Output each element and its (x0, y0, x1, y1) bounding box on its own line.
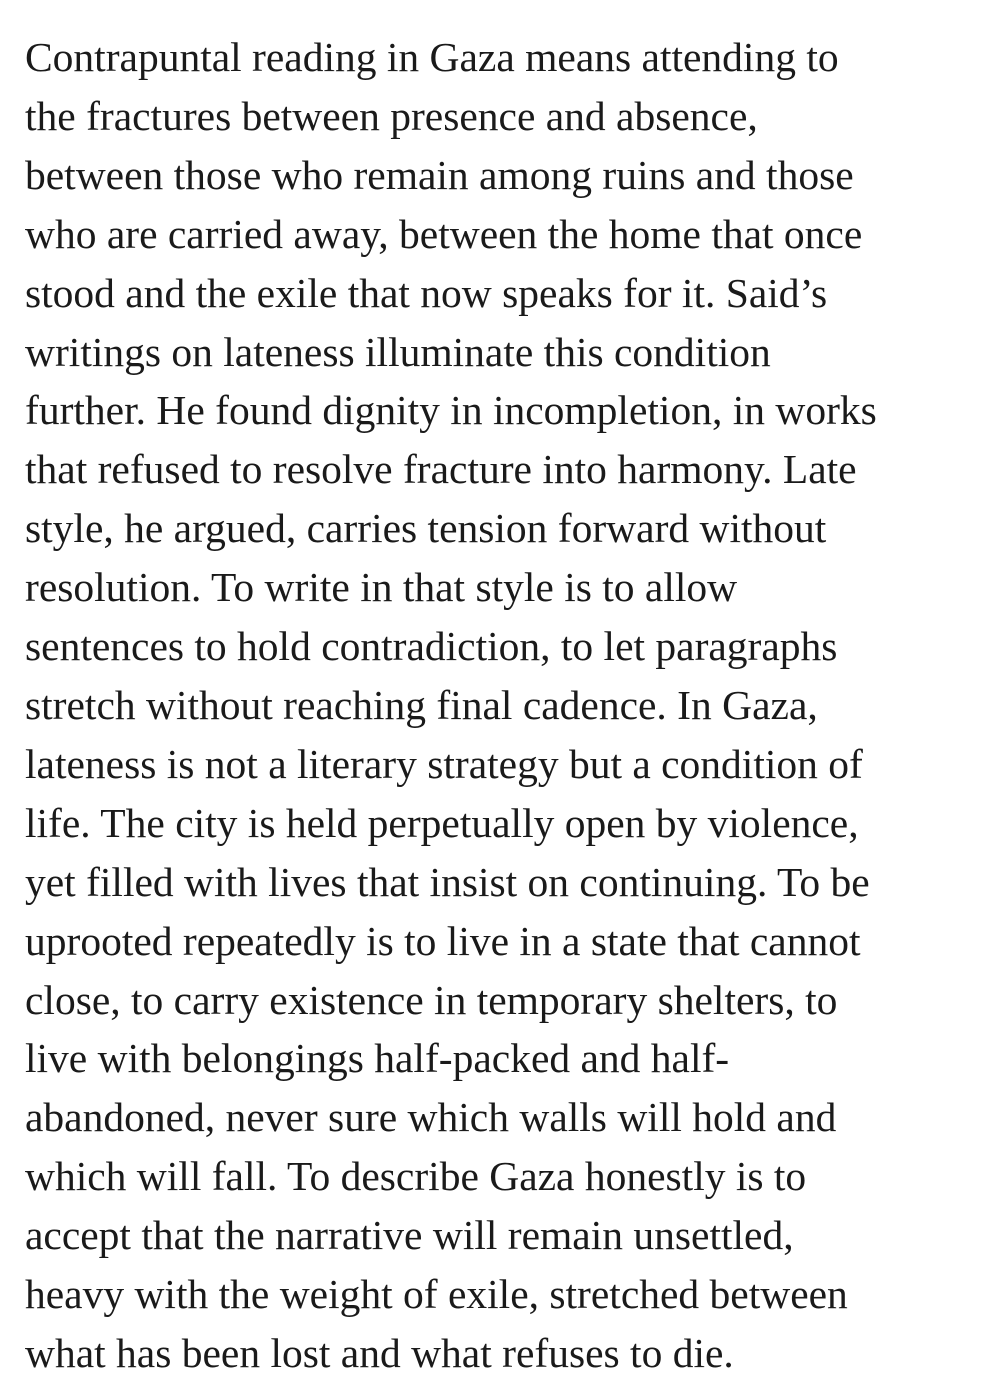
paragraph-line: stretch without reaching final cadence. In Gaza, (25, 681, 818, 728)
paragraph-line: what has been lost and what refuses to die. (25, 1329, 734, 1376)
paragraph-line: life. The city is held perpetually open by violence, (25, 799, 859, 846)
paragraph-line: uprooted repeatedly is to live in a state that cannot (25, 917, 861, 964)
paragraph-line: close, to carry existence in temporary shelters, to (25, 976, 838, 1023)
paragraph-line: yet filled with lives that insist on continuing. To be (25, 858, 870, 905)
article-paragraph (25, 28, 985, 1383)
paragraph-line: heavy with the weight of exile, stretched between (25, 1271, 848, 1318)
paragraph-line: abandoned, never sure which walls will hold and (25, 1094, 837, 1141)
paragraph-line: which will fall. To describe Gaza honestly is to (25, 1153, 807, 1200)
paragraph-line: who are carried away, between the home that once (25, 210, 863, 257)
paragraph-line: Contrapuntal reading in Gaza means attending to (25, 34, 839, 80)
paragraph-line: live with belongings half-packed and half- (25, 1035, 730, 1082)
paragraph-line: between those who remain among ruins and those (25, 151, 854, 198)
paragraph-line: style, he argued, carries tension forward without (25, 505, 827, 552)
paragraph-line: lateness is not a literary strategy but a condition of (25, 740, 863, 787)
paragraph-line: stood and the exile that now speaks for it. Said’s (25, 269, 828, 316)
paragraph-line: further. He found dignity in incompletion, in works (25, 387, 877, 434)
paragraph-line: writings on lateness illuminate this condition (25, 328, 771, 375)
paragraph-line: the fractures between presence and absence, (25, 92, 758, 139)
paragraph-line: accept that the narrative will remain unsettled, (25, 1212, 794, 1259)
paragraph-line: resolution. To write in that style is to allow (25, 564, 738, 611)
paragraph-line: that refused to resolve fracture into harmony. Late (25, 446, 857, 493)
paragraph-line: sentences to hold contradiction, to let paragraphs (25, 623, 838, 670)
